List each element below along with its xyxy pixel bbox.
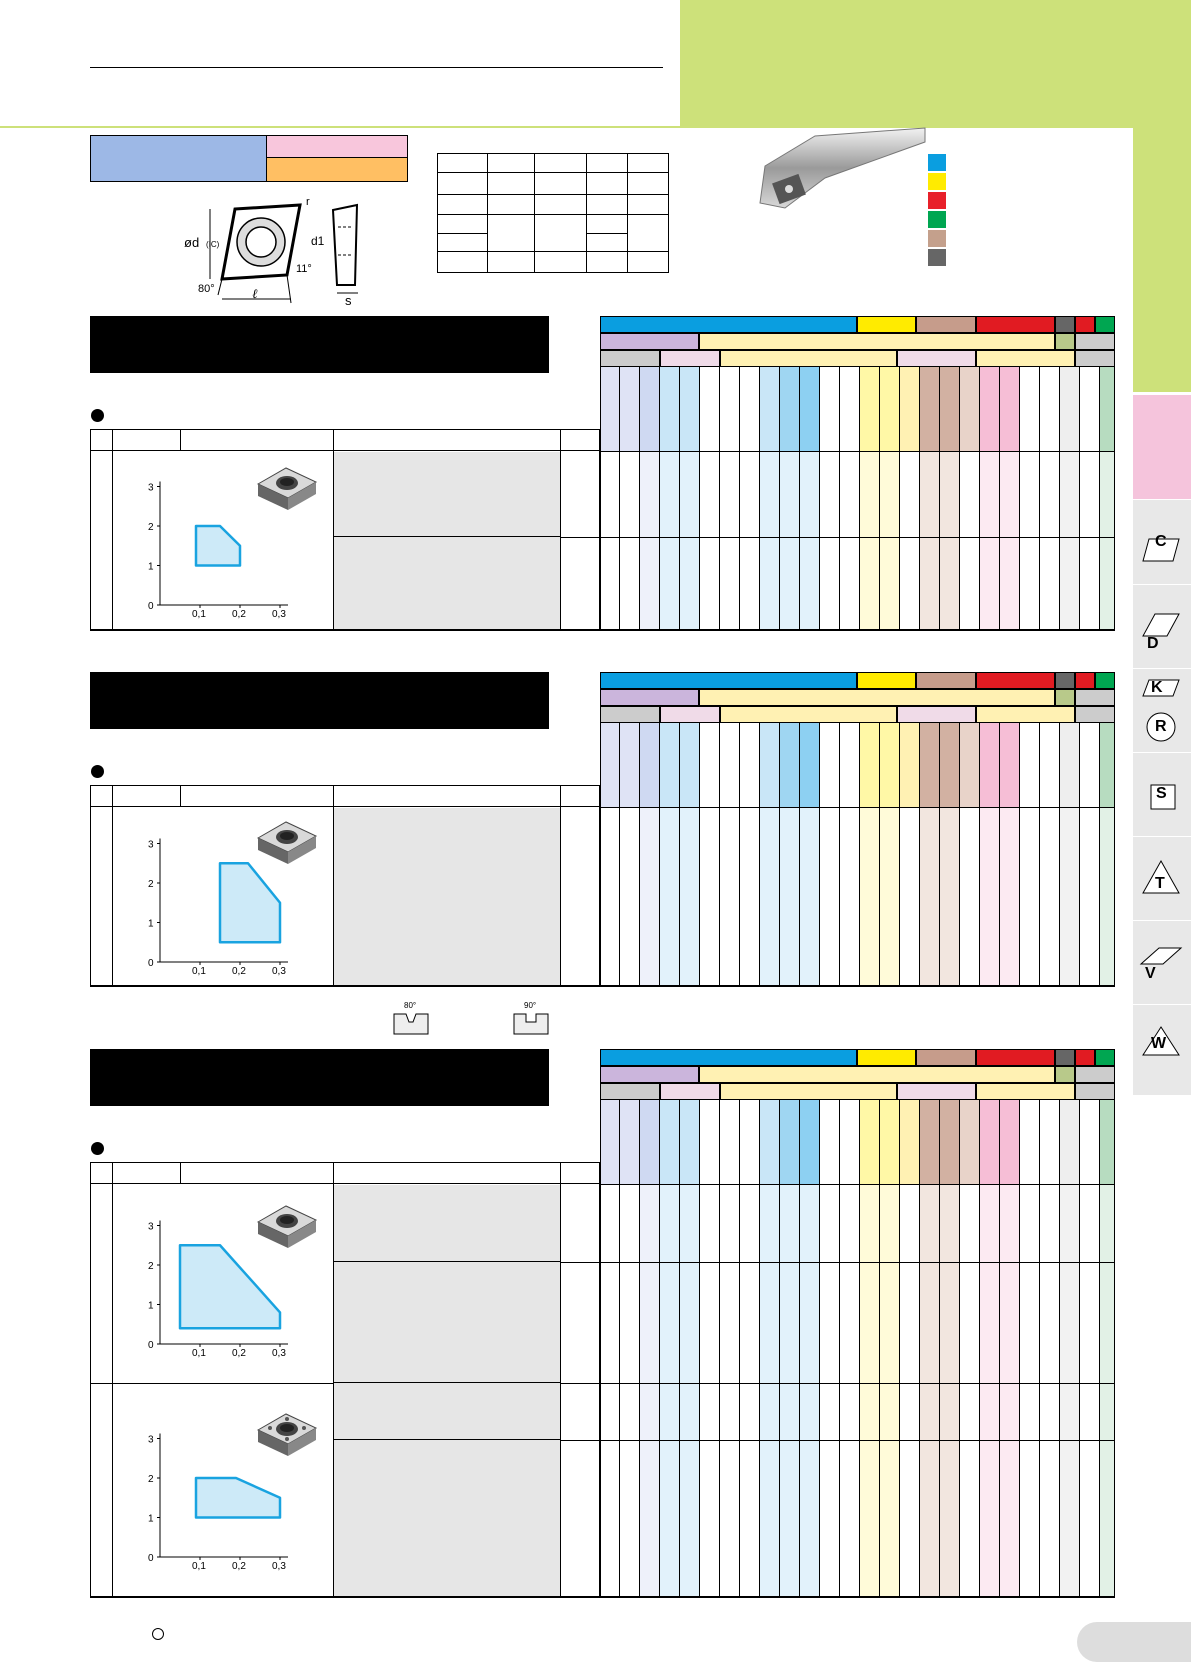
section-title-bar <box>90 672 549 729</box>
grade-grid-rule <box>600 1184 1115 1185</box>
row-divider-v <box>560 451 561 630</box>
chart-y-tick: 3 <box>148 482 154 494</box>
chart-x-tick: 0,2 <box>232 966 246 977</box>
chart-x-tick: 0,1 <box>192 1348 206 1359</box>
chart-range-area <box>180 1245 280 1328</box>
title-underline <box>90 67 663 68</box>
grade-grid-rule <box>600 451 1115 452</box>
chart-y-tick: 2 <box>148 879 154 890</box>
footer-circle-mark <box>152 1628 164 1640</box>
page-number-pill <box>1077 1622 1191 1662</box>
side-tab-k-r[interactable]: K R <box>1133 669 1191 753</box>
header-col-divider <box>333 429 334 451</box>
section-title-bar <box>90 1049 549 1106</box>
chart-y-tick: 0 <box>148 1553 154 1564</box>
chart-range-area <box>220 863 280 942</box>
header-green-rule <box>0 126 1133 128</box>
chart-y-tick: 2 <box>148 522 154 533</box>
group-rule <box>90 986 1115 987</box>
chart-range-area <box>196 526 240 566</box>
chart-range-area <box>196 1478 280 1518</box>
product-table-header-row <box>90 429 600 451</box>
chart-x-tick: 0,2 <box>232 1348 246 1359</box>
side-tab-active[interactable] <box>1133 395 1191 499</box>
chart-y-tick: 2 <box>148 1261 154 1272</box>
header-col-divider <box>560 1162 561 1184</box>
insert-photo-icon <box>250 462 320 518</box>
insert-photo-icon <box>250 816 320 872</box>
grade-grid-rule <box>600 807 1115 808</box>
insert-type-orange <box>266 158 407 181</box>
group-rule <box>90 630 1115 631</box>
legend-swatch-yellow <box>928 173 946 190</box>
label-d1: d1 <box>311 234 325 248</box>
legend-swatch-blue <box>928 154 946 171</box>
chart-y-tick: 0 <box>148 1340 154 1351</box>
group-rule <box>90 1383 1115 1384</box>
material-legend <box>928 154 946 266</box>
label-11deg: 11° <box>296 263 312 275</box>
label-ic: (IC) <box>206 240 220 249</box>
section-bullet-icon <box>91 409 104 422</box>
chart-x-tick: 0,2 <box>232 1561 246 1572</box>
designation-cell <box>334 537 560 630</box>
insert-photo-icon <box>250 1200 320 1256</box>
chart-y-tick: 1 <box>148 561 154 573</box>
header-col-divider <box>112 1162 113 1184</box>
side-tab-c[interactable]: C <box>1133 500 1191 585</box>
chart-x-tick: 0,1 <box>192 1561 206 1572</box>
chart-y-tick: 3 <box>148 1434 154 1446</box>
insert-type-box <box>90 135 408 182</box>
chart-x-tick: 0,3 <box>272 609 286 620</box>
chart-y-tick: 1 <box>148 918 154 930</box>
insert-type-blue <box>91 136 266 181</box>
grade-grid-frame <box>600 672 1115 986</box>
section-bullet-icon <box>91 765 104 778</box>
designation-cell <box>334 1185 560 1262</box>
chart-x-tick: 0,2 <box>232 609 246 620</box>
label-l: ℓ <box>252 286 258 301</box>
section-title-bar <box>90 316 549 373</box>
side-tab-list <box>1133 500 1191 1095</box>
side-tab-t[interactable]: T <box>1133 837 1191 921</box>
insert-dimension-drawing <box>180 195 380 310</box>
chart-x-tick: 0,3 <box>272 1348 286 1359</box>
grade-grid-frame <box>600 316 1115 630</box>
label-r: r <box>306 196 310 208</box>
notch-90-drawing <box>510 1000 552 1036</box>
designation-cell <box>334 1383 560 1440</box>
chart-y-tick: 1 <box>148 1300 154 1312</box>
header-col-divider <box>333 1162 334 1184</box>
designation-cell <box>334 1262 560 1383</box>
notch-90-label: 90° <box>524 1001 537 1010</box>
legend-swatch-red <box>928 192 946 209</box>
grade-grid-frame <box>600 1049 1115 1597</box>
header-col-divider <box>112 785 113 807</box>
header-col-divider <box>180 785 181 807</box>
header-col-divider <box>180 1162 181 1184</box>
row-divider-v <box>112 807 113 986</box>
dimension-table <box>437 153 669 273</box>
notch-80-drawing <box>390 1000 432 1036</box>
header-col-divider <box>333 785 334 807</box>
chart-y-tick: 3 <box>148 839 154 851</box>
label-80deg: 80° <box>198 283 215 295</box>
chart-x-tick: 0,3 <box>272 1561 286 1572</box>
chart-y-tick: 2 <box>148 1474 154 1485</box>
section-bullet-icon <box>91 1142 104 1155</box>
side-tab-v[interactable]: V <box>1133 921 1191 1005</box>
notch-80-label: 80° <box>404 1001 417 1010</box>
row-divider-v <box>560 807 561 986</box>
chart-y-tick: 0 <box>148 958 154 969</box>
product-table-header-row <box>90 785 600 807</box>
designation-cell <box>334 1440 560 1597</box>
legend-swatch-gray <box>928 249 946 266</box>
insert-type-pink <box>266 136 407 158</box>
header-col-divider <box>560 429 561 451</box>
chart-x-tick: 0,1 <box>192 609 206 620</box>
side-tab-d[interactable]: D <box>1133 585 1191 669</box>
designation-cell <box>334 808 560 986</box>
side-green-strip <box>1133 127 1191 392</box>
product-table-header-row <box>90 1162 600 1184</box>
side-tab-s[interactable]: S <box>1133 753 1191 837</box>
row-divider-v <box>560 1184 561 1597</box>
label-s: s <box>345 293 352 308</box>
chart-y-tick: 3 <box>148 1221 154 1233</box>
side-tab-w[interactable]: W <box>1133 1005 1191 1095</box>
label-d: ød <box>184 235 200 250</box>
header-green-panel <box>680 0 1191 127</box>
designation-cell <box>334 452 560 537</box>
chart-y-tick: 1 <box>148 1513 154 1525</box>
boring-bar-image <box>755 128 925 213</box>
row-divider-v <box>112 451 113 630</box>
legend-swatch-green <box>928 211 946 228</box>
chart-y-tick: 0 <box>148 601 154 612</box>
chart-x-tick: 0,1 <box>192 966 206 977</box>
header-col-divider <box>112 429 113 451</box>
header-col-divider <box>560 785 561 807</box>
group-rule <box>90 1597 1115 1598</box>
chart-x-tick: 0,3 <box>272 966 286 977</box>
row-divider-v <box>112 1184 113 1597</box>
header-col-divider <box>180 429 181 451</box>
legend-swatch-brown <box>928 230 946 247</box>
insert-photo-icon <box>250 1408 320 1464</box>
